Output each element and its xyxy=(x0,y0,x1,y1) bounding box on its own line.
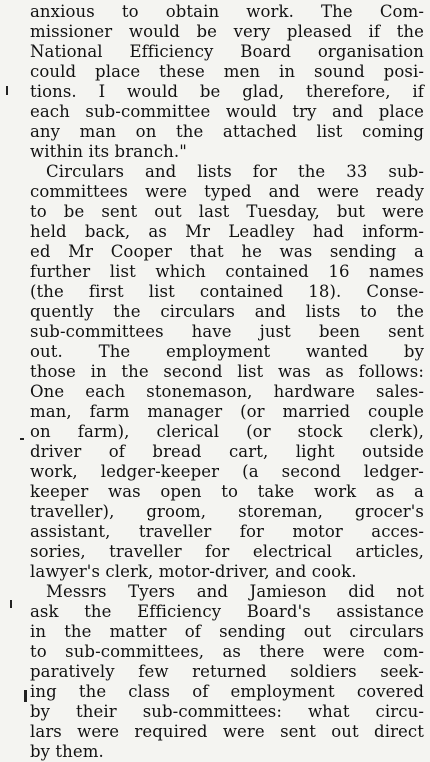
article-line: ed Mr Cooper that he was sending a xyxy=(30,242,424,261)
article-line: traveller), groom, storeman, grocer's xyxy=(30,502,424,521)
article-column xyxy=(30,0,424,762)
article-line: committees were typed and were ready xyxy=(30,182,424,201)
article-line: to sub-committees, as there were com- xyxy=(30,642,424,661)
scan-speck xyxy=(6,86,8,95)
article-line: in the matter of sending out circulars xyxy=(30,622,424,641)
article-line: could place these men in sound posi- xyxy=(30,62,424,81)
article-line: One each stonemason, hardware sales- xyxy=(30,382,424,401)
article-line: ask the Efficiency Board's assistance xyxy=(30,602,424,621)
scan-speck xyxy=(20,438,24,440)
paragraph-start-line: Messrs Tyers and Jamieson did not xyxy=(46,582,424,601)
article-line: missioner would be very pleased if the xyxy=(30,22,424,41)
article-line: work, ledger-keeper (a second ledger- xyxy=(30,462,424,481)
article-line: keeper was open to take work as a xyxy=(30,482,424,501)
article-line: by them. xyxy=(30,742,104,761)
article-line: paratively few returned soldiers seek- xyxy=(30,662,424,681)
article-line: within its branch." xyxy=(30,142,187,161)
article-line: each sub-committee would try and place xyxy=(30,102,424,121)
article-line: further list which contained 16 names xyxy=(30,262,424,281)
article-line: held back, as Mr Leadley had inform- xyxy=(30,222,424,241)
scan-speck xyxy=(24,690,27,702)
article-line: on farm), clerical (or stock clerk), xyxy=(30,422,424,441)
article-line: lars were required were sent out direct xyxy=(30,722,424,741)
article-line: man, farm manager (or married couple xyxy=(30,402,424,421)
article-line: those in the second list was as follows: xyxy=(30,362,424,381)
article-line: sories, traveller for electrical articles, xyxy=(30,542,424,561)
article-line: by their sub-committees: what circu- xyxy=(30,702,424,721)
article-line: anxious to obtain work. The Com- xyxy=(30,2,424,21)
article-line: lawyer's clerk, motor-driver, and cook. xyxy=(30,562,357,581)
article-line: any man on the attached list coming xyxy=(30,122,424,141)
article-line: sub-committees have just been sent xyxy=(30,322,424,341)
article-line: tions. I would be glad, therefore, if xyxy=(30,82,424,101)
article-line: quently the circulars and lists to the xyxy=(30,302,424,321)
article-line: (the first list contained 18). Conse- xyxy=(30,282,424,301)
article-line: driver of bread cart, light outside xyxy=(30,442,424,461)
article-line: National Efficiency Board organisation xyxy=(30,42,424,61)
article-line: ing the class of employment covered xyxy=(30,682,424,701)
article-line: to be sent out last Tuesday, but were xyxy=(30,202,424,221)
scan-speck xyxy=(10,600,12,608)
article-line: assistant, traveller for motor acces- xyxy=(30,522,424,541)
paragraph-start-line: Circulars and lists for the 33 sub- xyxy=(46,162,424,181)
article-line: out. The employment wanted by xyxy=(30,342,424,361)
